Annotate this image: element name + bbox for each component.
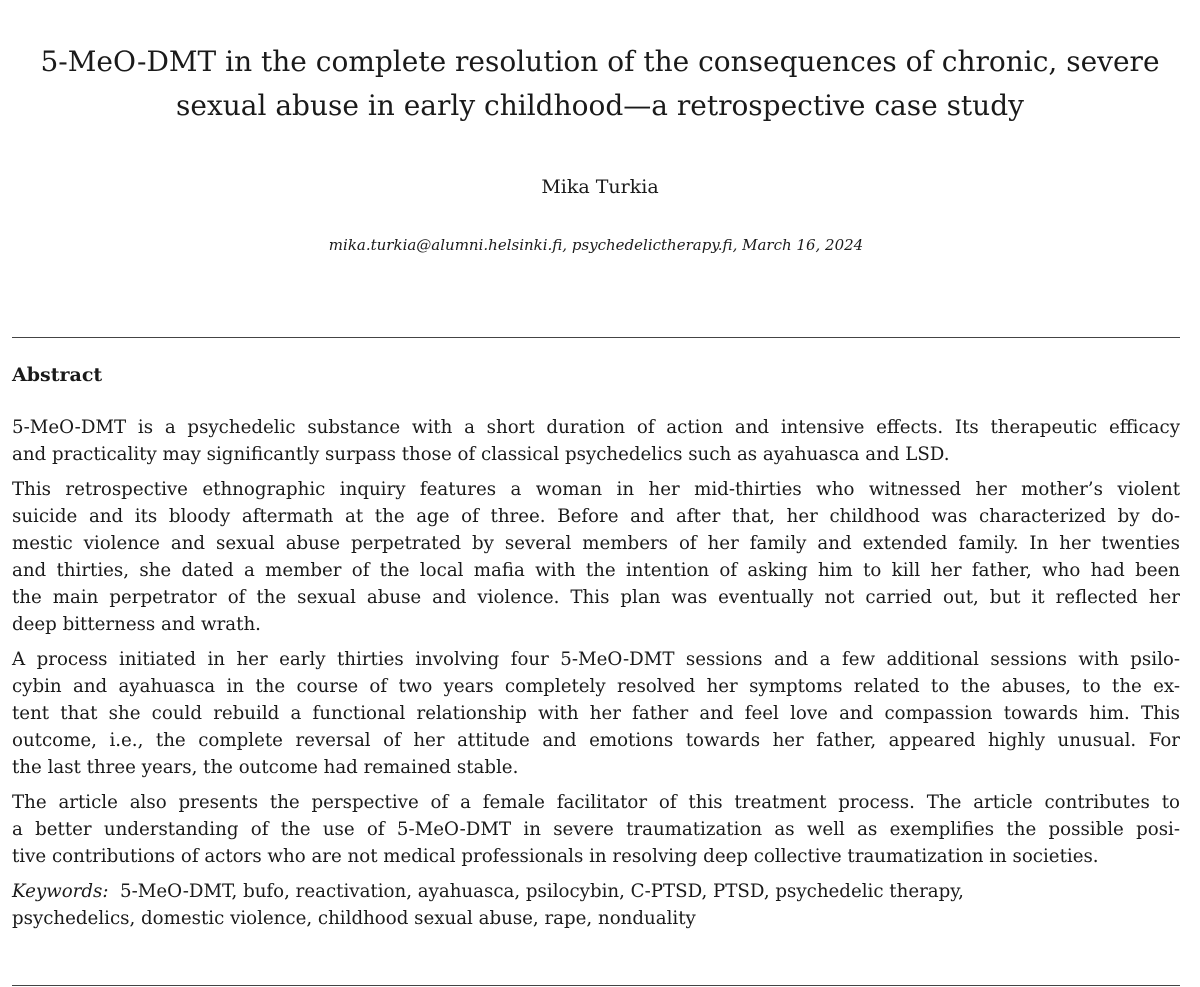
abstract-paragraph [12,476,1180,638]
paper-title-line: sexual abuse in early childhood—a retrospective case study [176,89,1024,122]
keywords-label: Keywords: [12,881,109,902]
text-line: and practicality may significantly surpass those of classical psychedelics such as ayahuasca and LSD. [12,444,950,465]
author-affiliation: mika.turkia@alumni.helsinki.fi, psychedelictherapy.fi, March 16, 2024 [328,236,864,254]
abstract-body [12,414,1180,932]
keywords [12,878,1180,932]
abstract-heading: Abstract [12,364,103,386]
text-line: the last three years, the outcome had remained stable. [12,757,519,778]
abstract-paragraph [12,414,1180,468]
text-line: A process initiated in her early thirties involving four 5-MeO-DMT sessions and a few additional sessions with psilo- [12,649,1180,670]
paper-title-line: 5-MeO-DMT in the complete resolution of the consequences of chronic, severe [40,45,1160,78]
paper-title [0,40,1200,128]
author-name: Mika Turkia [541,176,659,198]
text-line: This retrospective ethnographic inquiry features a woman in her mid-thirties who witnessed her mother’s violent [12,479,1180,500]
text-line: and thirties, she dated a member of the local mafia with the intention of asking him to kill her father, who had been [12,560,1180,581]
bottom-divider [12,985,1180,986]
keywords-list: psychedelics, domestic violence, childhood sexual abuse, rape, nonduality [12,908,696,929]
keywords-list: 5-MeO-DMT, bufo, reactivation, ayahuasca, psilocybin, C-PTSD, PTSD, psychedelic therapy, [120,881,964,902]
text-line: mestic violence and sexual abuse perpetrated by several members of her family and extended family. In her twenties [12,533,1180,554]
text-line: deep bitterness and wrath. [12,614,261,635]
abstract-paragraph [12,646,1180,781]
text-line: outcome, i.e., the complete reversal of her attitude and emotions towards her father, appeared highly unusual. For [12,730,1180,751]
text-line: a better understanding of the use of 5-MeO-DMT in severe traumatization as well as exemplifies the possible posi- [12,819,1180,840]
text-line: The article also presents the perspective of a female facilitator of this treatment process. The article contributes to [12,792,1180,813]
text-line: tive contributions of actors who are not medical professionals in resolving deep collective traumatization in societies. [12,846,1099,867]
text-line: the main perpetrator of the sexual abuse and violence. This plan was eventually not carried out, but it reflected her [12,587,1180,608]
text-line: cybin and ayahuasca in the course of two years completely resolved her symptoms related to the abuses, to the ex- [12,676,1180,697]
abstract-paragraph [12,789,1180,870]
text-line: 5-MeO-DMT is a psychedelic substance with a short duration of action and intensive effects. Its therapeutic efficacy [12,417,1180,438]
text-line: suicide and its bloody aftermath at the age of three. Before and after that, her childhood was characterized by do- [12,506,1180,527]
text-line: tent that she could rebuild a functional relationship with her father and feel love and compassion towards him. This [12,703,1180,724]
top-divider [12,337,1180,338]
